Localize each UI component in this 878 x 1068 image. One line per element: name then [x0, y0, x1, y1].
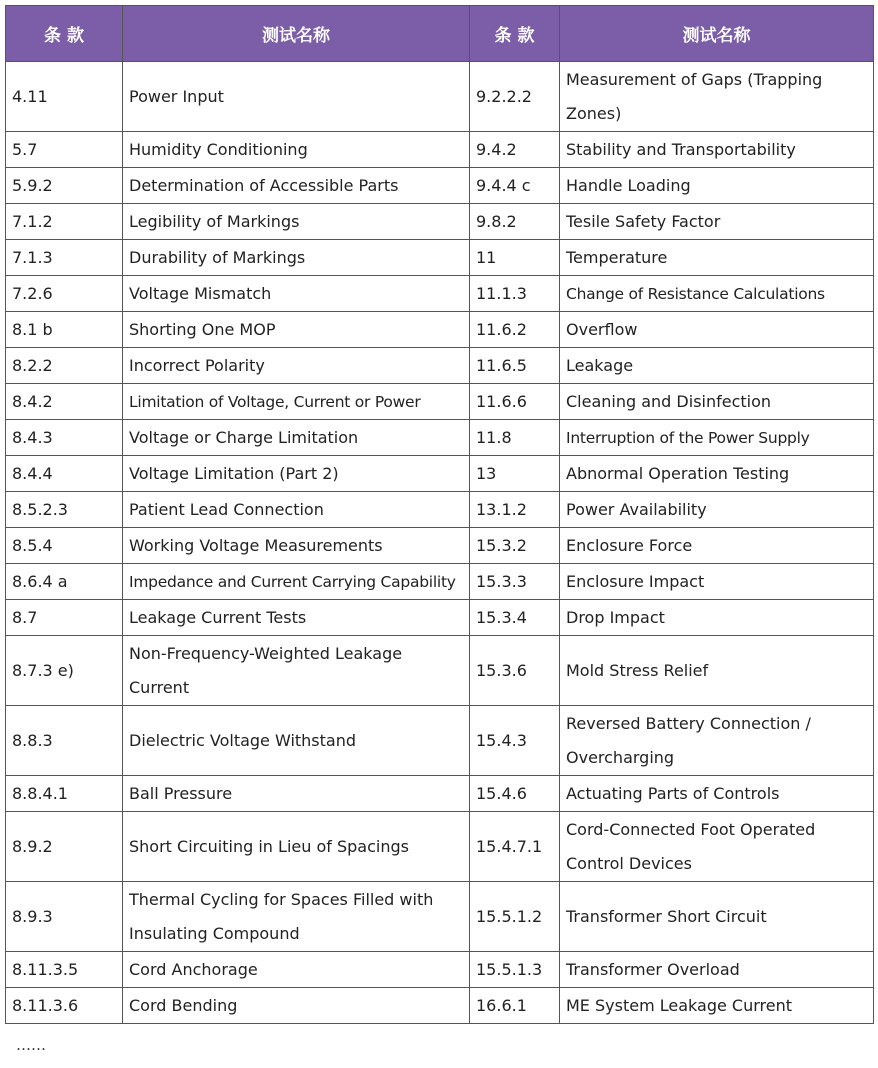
test-name-cell: Voltage or Charge Limitation	[123, 420, 470, 456]
clause-cell: 4.11	[6, 62, 123, 132]
table-row	[6, 600, 874, 636]
clause-cell: 8.9.3	[6, 882, 123, 952]
clause-cell: 8.11.3.6	[6, 988, 123, 1024]
test-name-cell: Measurement of Gaps (Trapping Zones)	[560, 62, 874, 132]
test-name-cell: Change of Resistance Calculations	[560, 276, 874, 312]
table-row	[6, 456, 874, 492]
test-name-cell: Thermal Cycling for Spaces Filled with Insulating Compound	[123, 882, 470, 952]
clause-cell: 8.9.2	[6, 812, 123, 882]
clause-cell: 11.6.6	[470, 384, 560, 420]
test-name-cell: Reversed Battery Connection / Overcharging	[560, 706, 874, 776]
test-name-cell: Durability of Markings	[123, 240, 470, 276]
test-name-cell: Tesile Safety Factor	[560, 204, 874, 240]
test-name-cell: Handle Loading	[560, 168, 874, 204]
clause-cell: 8.4.3	[6, 420, 123, 456]
test-name-cell: Transformer Overload	[560, 952, 874, 988]
clause-table	[5, 5, 874, 1024]
clause-cell: 15.4.3	[470, 706, 560, 776]
test-name-cell: Determination of Accessible Parts	[123, 168, 470, 204]
clause-cell: 7.1.2	[6, 204, 123, 240]
clause-cell: 9.2.2.2	[470, 62, 560, 132]
table-row	[6, 812, 874, 882]
clause-cell: 8.7.3 e)	[6, 636, 123, 706]
continuation-ellipsis: ……	[16, 1036, 46, 1054]
clause-cell: 9.4.4 c	[470, 168, 560, 204]
table-row	[6, 62, 874, 132]
table-row	[6, 240, 874, 276]
test-name-cell: Leakage	[560, 348, 874, 384]
clause-cell: 8.11.3.5	[6, 952, 123, 988]
table-row	[6, 706, 874, 776]
test-name-cell: Working Voltage Measurements	[123, 528, 470, 564]
clause-cell: 8.8.4.1	[6, 776, 123, 812]
clause-cell: 15.4.6	[470, 776, 560, 812]
table-row	[6, 420, 874, 456]
clause-cell: 15.4.7.1	[470, 812, 560, 882]
test-name-cell: Dielectric Voltage Withstand	[123, 706, 470, 776]
test-name-cell: Patient Lead Connection	[123, 492, 470, 528]
test-name-cell: Limitation of Voltage, Current or Power	[123, 384, 470, 420]
table-row	[6, 276, 874, 312]
test-name-cell: Non-Frequency-Weighted Leakage Current	[123, 636, 470, 706]
table-row	[6, 564, 874, 600]
clause-cell: 7.2.6	[6, 276, 123, 312]
test-name-cell: Power Input	[123, 62, 470, 132]
table-row	[6, 882, 874, 952]
clause-cell: 15.3.2	[470, 528, 560, 564]
clause-cell: 11.6.5	[470, 348, 560, 384]
test-name-cell: Humidity Conditioning	[123, 132, 470, 168]
header-clause-right: 条 款	[470, 6, 560, 62]
test-name-cell: Ball Pressure	[123, 776, 470, 812]
test-name-cell: Incorrect Polarity	[123, 348, 470, 384]
test-name-cell: Cord Bending	[123, 988, 470, 1024]
header-test-name-right: 测试名称	[560, 6, 874, 62]
clause-cell: 9.4.2	[470, 132, 560, 168]
clause-cell: 8.4.4	[6, 456, 123, 492]
table-row	[6, 384, 874, 420]
test-name-cell: Voltage Mismatch	[123, 276, 470, 312]
clause-cell: 15.3.6	[470, 636, 560, 706]
test-name-cell: Mold Stress Relief	[560, 636, 874, 706]
test-name-cell: Impedance and Current Carrying Capability	[123, 564, 470, 600]
test-name-cell: Voltage Limitation (Part 2)	[123, 456, 470, 492]
test-name-cell: Enclosure Impact	[560, 564, 874, 600]
clause-cell: 8.7	[6, 600, 123, 636]
test-name-cell: Shorting One MOP	[123, 312, 470, 348]
table-row	[6, 776, 874, 812]
clause-cell: 5.7	[6, 132, 123, 168]
clause-cell: 15.5.1.3	[470, 952, 560, 988]
clause-cell: 8.6.4 a	[6, 564, 123, 600]
clause-cell: 8.8.3	[6, 706, 123, 776]
clause-cell: 11	[470, 240, 560, 276]
clause-cell: 8.5.2.3	[6, 492, 123, 528]
clause-cell: 15.3.3	[470, 564, 560, 600]
clause-cell: 13	[470, 456, 560, 492]
table-row	[6, 312, 874, 348]
clause-cell: 7.1.3	[6, 240, 123, 276]
clause-cell: 8.2.2	[6, 348, 123, 384]
header-clause-left: 条 款	[6, 6, 123, 62]
test-name-cell: Leakage Current Tests	[123, 600, 470, 636]
test-name-cell: Cord Anchorage	[123, 952, 470, 988]
clause-cell: 8.5.4	[6, 528, 123, 564]
clause-cell: 13.1.2	[470, 492, 560, 528]
clause-cell: 5.9.2	[6, 168, 123, 204]
clause-cell: 16.6.1	[470, 988, 560, 1024]
table-row	[6, 348, 874, 384]
clause-cell: 15.3.4	[470, 600, 560, 636]
test-name-cell: Cleaning and Disinfection	[560, 384, 874, 420]
test-name-cell: Abnormal Operation Testing	[560, 456, 874, 492]
test-name-cell: Enclosure Force	[560, 528, 874, 564]
table-row	[6, 636, 874, 706]
table-row	[6, 952, 874, 988]
test-name-cell: Actuating Parts of Controls	[560, 776, 874, 812]
test-name-cell: Short Circuiting in Lieu of Spacings	[123, 812, 470, 882]
test-name-cell: Power Availability	[560, 492, 874, 528]
clause-cell: 15.5.1.2	[470, 882, 560, 952]
header-test-name-left: 测试名称	[123, 6, 470, 62]
clause-cell: 11.6.2	[470, 312, 560, 348]
test-name-cell: Stability and Transportability	[560, 132, 874, 168]
table-row	[6, 988, 874, 1024]
test-name-cell: ME System Leakage Current	[560, 988, 874, 1024]
test-name-cell: Temperature	[560, 240, 874, 276]
table-row	[6, 168, 874, 204]
test-name-cell: Interruption of the Power Supply	[560, 420, 874, 456]
table-row	[6, 492, 874, 528]
table-header-row	[6, 6, 874, 62]
table-row	[6, 528, 874, 564]
test-name-cell: Drop Impact	[560, 600, 874, 636]
clause-cell: 8.1 b	[6, 312, 123, 348]
test-name-cell: Legibility of Markings	[123, 204, 470, 240]
table-row	[6, 204, 874, 240]
clause-cell: 8.4.2	[6, 384, 123, 420]
clause-cell: 11.1.3	[470, 276, 560, 312]
table-row	[6, 132, 874, 168]
test-name-cell: Transformer Short Circuit	[560, 882, 874, 952]
clause-cell: 11.8	[470, 420, 560, 456]
test-name-cell: Overflow	[560, 312, 874, 348]
clause-cell: 9.8.2	[470, 204, 560, 240]
test-name-cell: Cord-Connected Foot Operated Control Devices	[560, 812, 874, 882]
